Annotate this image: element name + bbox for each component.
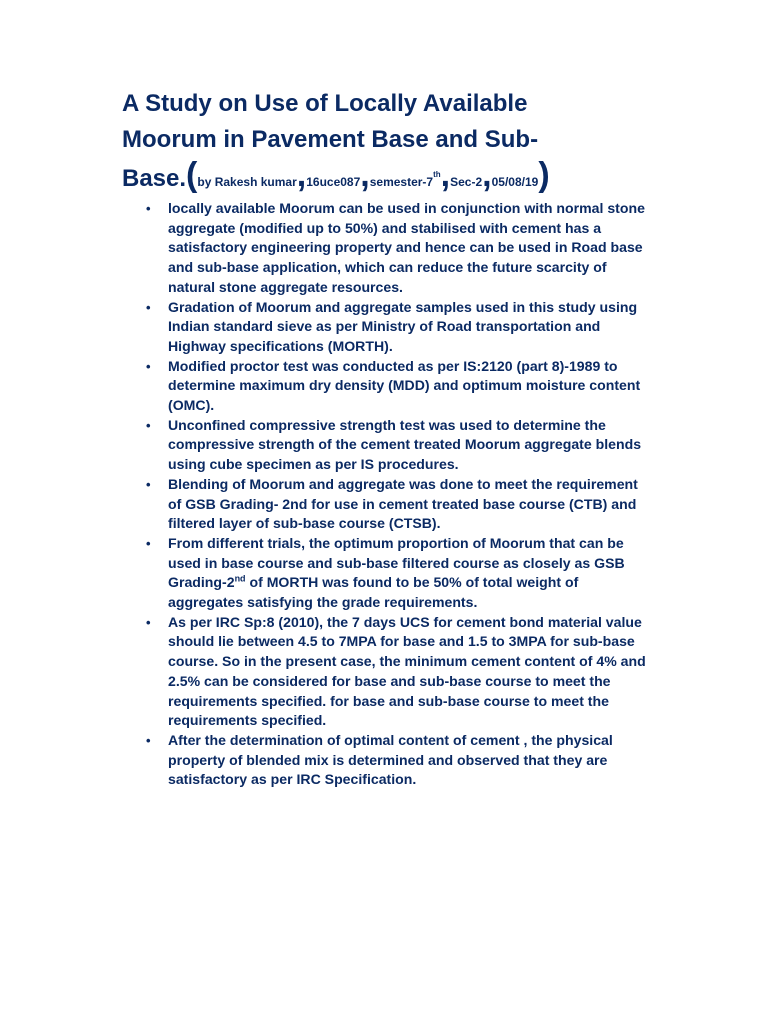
document-title: [122, 86, 642, 200]
title-line-3: Base.: [122, 165, 187, 192]
bullet-list: [146, 199, 646, 790]
semester-sup: th: [433, 170, 441, 179]
list-item: • Modified proctor test was conducted as per IS:2120 (part 8)-1989 to determine maximum dry density (MDD) and optimum moisture content (OMC).: [146, 357, 646, 416]
list-item-text: of MORTH was found to be 50% of total weight of aggregates satisfying the grade requirements.: [168, 574, 579, 611]
close-paren: ): [538, 156, 550, 194]
separator-comma: ,: [482, 156, 492, 194]
list-item: • Unconfined compressive strength test was used to determine the compressive strength of the cement treated Moorum aggregate blends using cube specimen as per IS procedures.: [146, 416, 646, 475]
roll-number: 16uce087: [306, 175, 361, 189]
list-item: • As per IRC Sp:8 (2010), the 7 days UCS for cement bond material value should lie between 4.5 to 7MPA for base and 1.5 to 3MPA for sub-base course. So in the present case, the minimum cement content of 4% and 2.5% can be considered for base and sub-base course to meet the requirements specified. for base and sub-base course to meet the requirements specified.: [146, 613, 646, 731]
list-item: [146, 534, 646, 613]
section: Sec-2: [450, 175, 483, 189]
list-item: • Gradation of Moorum and aggregate samples used in this study using Indian standard sieve as per Ministry of Road transportation and Highway specifications (MORTH).: [146, 298, 646, 357]
separator-comma: ,: [440, 156, 451, 194]
author-name: by Rakesh kumar: [197, 175, 297, 189]
separator-comma: ,: [296, 156, 307, 194]
semester: semester-7: [369, 175, 434, 189]
separator-comma: ,: [360, 156, 370, 194]
list-item-text: From different trials, the optimum proportion of Moorum that can be used in base course and sub-base filtered course as closely as GSB Grading-2: [168, 534, 625, 591]
date: 05/08/19: [491, 175, 539, 189]
title-line-2: Moorum in Pavement Base and Sub-: [122, 126, 539, 153]
list-item-sup: nd: [234, 573, 246, 584]
open-paren: (: [186, 156, 198, 194]
list-item: • After the determination of optimal content of cement , the physical property of blended mix is determined and observed that they are satisfactory as per IRC Specification.: [146, 731, 646, 790]
title-line-1: A Study on Use of Locally Available: [122, 90, 528, 117]
list-item: • Blending of Moorum and aggregate was done to meet the requirement of GSB Grading- 2nd for use in cement treated base course (CTB) and filtered layer of sub-base course (CTSB).: [146, 475, 646, 534]
list-item: • locally available Moorum can be used in conjunction with normal stone aggregate (modified up to 50%) and stabilised with cement has a satisfactory engineering property and hence can be used in Road base and sub-base application, which can reduce the future scarcity of natural stone aggregate resources.: [146, 199, 646, 298]
